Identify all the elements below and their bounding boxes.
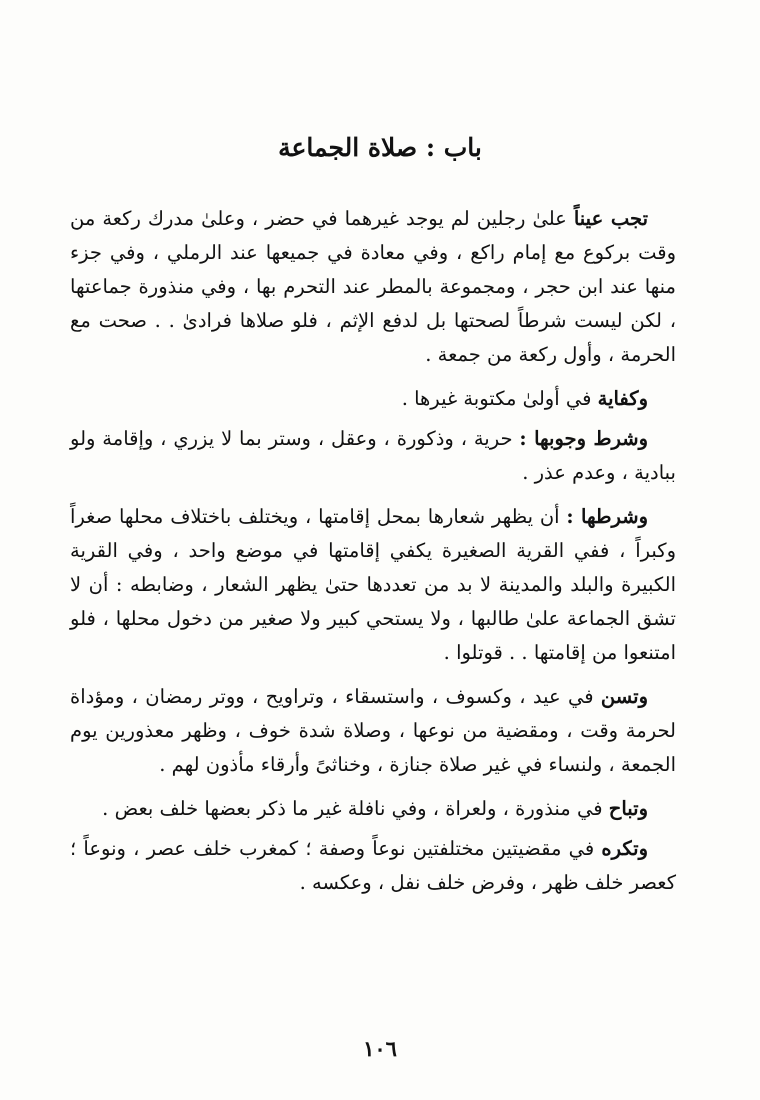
paragraph-lead: وكفاية (597, 387, 648, 410)
chapter-title: باب : صلاة الجماعة (278, 133, 482, 162)
paragraph-text: في عيد ، وكسوف ، واستسقاء ، وتراويح ، ووتر رمضان ، ومؤداة لحرمة وقت ، ومقضية من نوعها ، وصلاة شدة خوف ، وظهر معذورين يوم الجمعة ، ولنساء في غير صلاة جنازة ، وخناثىً وأرقاء مأذون لهم . (70, 685, 676, 776)
paragraph (70, 382, 676, 416)
paragraph (70, 832, 676, 900)
paragraph-lead: وتكره (601, 837, 648, 860)
paragraph-text: علىٰ رجلين لم يوجد غيرهما في حضر ، وعلىٰ مدرك ركعة من وقت بركوع مع إمام راكع ، وفي معادة في جميعها عند الرملي ، وفي جزء منها عند ابن حجر ، ومجموعة بالمطر عند التحرم بها ، وفي منذورة جماعتها ، لكن ليست شرطاً لصحتها بل لدفع الإثم ، فلو صلاها فرادىٰ . . صحت مع الحرمة ، وأول ركعة من جمعة . (70, 207, 676, 366)
paragraph-lead: تجب عيناً (573, 207, 648, 230)
paragraph (70, 422, 676, 490)
paragraph (70, 680, 676, 782)
page-number: ١٠٦ (363, 1036, 397, 1061)
paragraph (70, 202, 676, 372)
paragraph-lead: وتسن (600, 685, 648, 708)
paragraph-lead: وشرط وجوبها : (519, 427, 648, 450)
paragraph-text: أن يظهر شعارها بمحل إقامتها ، ويختلف باختلاف محلها صغراً وكبراً ، ففي القرية الصغيرة يكفي إقامتها في موضع واحد ، وفي القرية الكبيرة والبلد والمدينة لا بد من تعددها حتىٰ يظهر الشعار ، وضابطه : أن لا تشق الجماعة علىٰ طالبها ، ولا يستحي كبير ولا صغير من دخول محلها ، فلو امتنعوا من إقامتها . . قوتلوا . (70, 505, 676, 664)
paragraph-text: في مقضيتين مختلفتين نوعاً وصفة ؛ كمغرب خلف عصر ، ونوعاً ؛ كعصر خلف ظهر ، وفرض خلف نفل ، وعكسه . (70, 837, 676, 894)
page-body (70, 202, 676, 910)
paragraph-lead: وشرطها : (566, 505, 648, 528)
paragraph (70, 500, 676, 670)
paragraph-text: في أولىٰ مكتوبة غيرها . (401, 387, 598, 410)
paragraph-text: حرية ، وذكورة ، وعقل ، وستر بما لا يزري ، وإقامة ولو ببادية ، وعدم عذر . (70, 427, 676, 484)
paragraph-text: في منذورة ، ولعراة ، وفي نافلة غير ما ذكر بعضها خلف بعض . (102, 797, 609, 820)
paragraph-lead: وتباح (608, 797, 648, 820)
paragraph (70, 792, 676, 826)
